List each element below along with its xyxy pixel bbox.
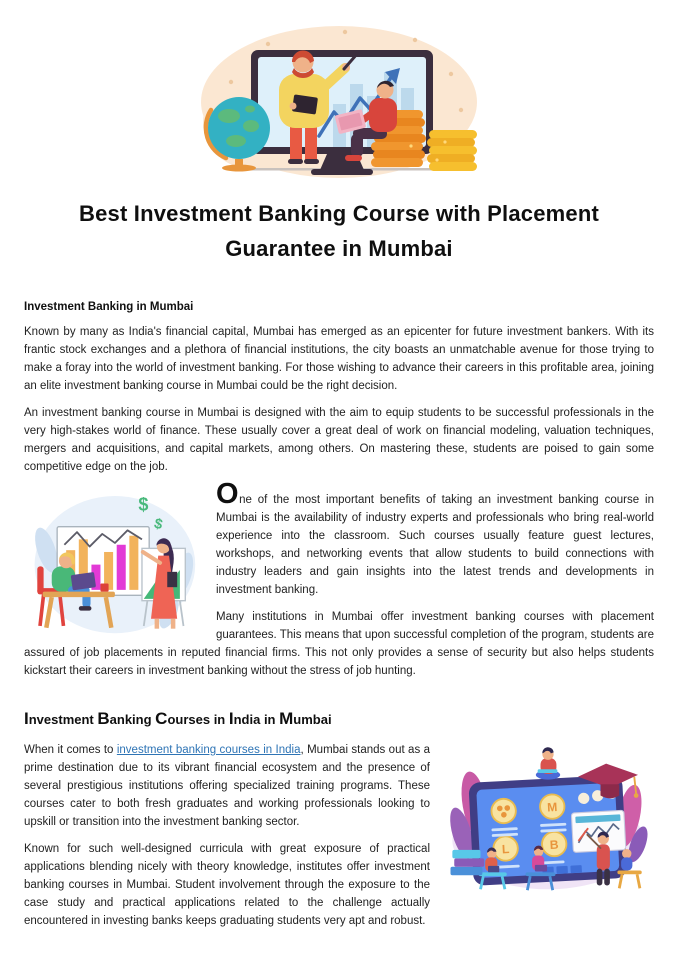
crypto-coin-bitcoin-icon bbox=[541, 831, 567, 857]
page-title-line1: Best Investment Banking Course with Placement bbox=[78, 201, 600, 226]
page-title-line2: Guarantee in Mumbai bbox=[225, 236, 453, 261]
heading-word: Banking bbox=[97, 709, 156, 728]
investment-courses-classroom-illustration bbox=[442, 743, 654, 893]
paragraph-4: Many institutions in Mumbai offer investment banking courses with placement guarantees. This means that upon successful completion of the program, students are assured of job placements in reputed financial firms. This not only provides a sense of security but also helps students kickstart their careers in investment banking without the stress of job hunting. bbox=[24, 611, 654, 677]
heading-word: Investment bbox=[24, 709, 98, 728]
india-courses-link[interactable]: investment banking courses in India bbox=[116, 744, 301, 756]
crypto-coin-ripple-icon bbox=[491, 798, 517, 824]
drop-cap: O bbox=[216, 478, 240, 510]
paragraph-6: Known for such well-designed curricula with great exposure of practical applications blending nicely with theory knowledge, institutes offer investment banking courses in Mumbai. Student involvement through the exposure to the case study and practical applications related to the challenge actually encountered in investing banks keeps graduating students very apt and robust. bbox=[24, 843, 430, 927]
dollar-sign-icon: $ bbox=[152, 515, 165, 534]
svg-text:B: B bbox=[549, 837, 560, 852]
courses-block bbox=[24, 741, 654, 939]
heading-word: Courses in bbox=[155, 709, 229, 728]
paragraph-5-after-link: , Mumbai stands out as a prime destination due to its vibrant financial ecosystem and the presence of several prestigious institutions offering specialized training programs. These courses cater to both fresh graduates and working professionals looking to upskill or transition into the investment banking sector. bbox=[24, 744, 430, 828]
laptop-icon bbox=[71, 572, 96, 590]
page-title bbox=[30, 196, 648, 266]
section2-heading bbox=[24, 703, 654, 731]
student-on-screen bbox=[536, 747, 560, 779]
paragraph-1: Known by many as India's financial capital, Mumbai has emerged as an epicenter for future investment bankers. With its frantic stock exchanges and a plethora of financial institutions, the city boasts an unmatchable avenue for those trying to make a foray into the world of investment banking. For those wishing to advance their careers in this profitable area, joining an elite investment banking course in Mumbai could be the right decision. bbox=[24, 326, 654, 392]
paragraph-5-before-link: When it comes to bbox=[24, 744, 117, 756]
heading-word: Mumbai bbox=[279, 709, 332, 728]
heading-word: India in bbox=[228, 709, 280, 728]
svg-text:L: L bbox=[501, 841, 510, 857]
benefits-block bbox=[24, 478, 654, 689]
svg-text:M: M bbox=[546, 800, 558, 815]
paragraph-2: An investment banking course in Mumbai is designed with the aim to equip students to be successful professionals in the very high-stakes world of finance. These usually cover a great deal of work on financial modeling, valuation techniques, mergers and acquisitions, and capital markets, among others. On mastering these, students are poised to gain some competitive edge on the job. bbox=[24, 407, 654, 473]
crypto-coin-litecoin-icon bbox=[493, 836, 519, 862]
dollar-sign-icon: $ bbox=[138, 494, 149, 515]
placement-presentation-illustration bbox=[24, 487, 204, 635]
crypto-coin-monero-icon bbox=[539, 794, 565, 820]
document-body bbox=[0, 301, 678, 939]
books-stack bbox=[451, 850, 485, 875]
hero-illustration bbox=[193, 10, 485, 188]
section1-heading: Investment Banking in Mumbai bbox=[24, 301, 194, 313]
paragraph-3-text: ne of the most important benefits of taking an investment banking course in Mumbai is the availability of industry experts and professionals who bring real-world experience into the classroom. Such courses usually feature guest lectures, workshops, and networking events that allow students to build connections with industry leaders and gain insights into the latest trends and developments in investment banking. bbox=[216, 494, 654, 596]
hero-illustration-wrap bbox=[0, 0, 678, 188]
